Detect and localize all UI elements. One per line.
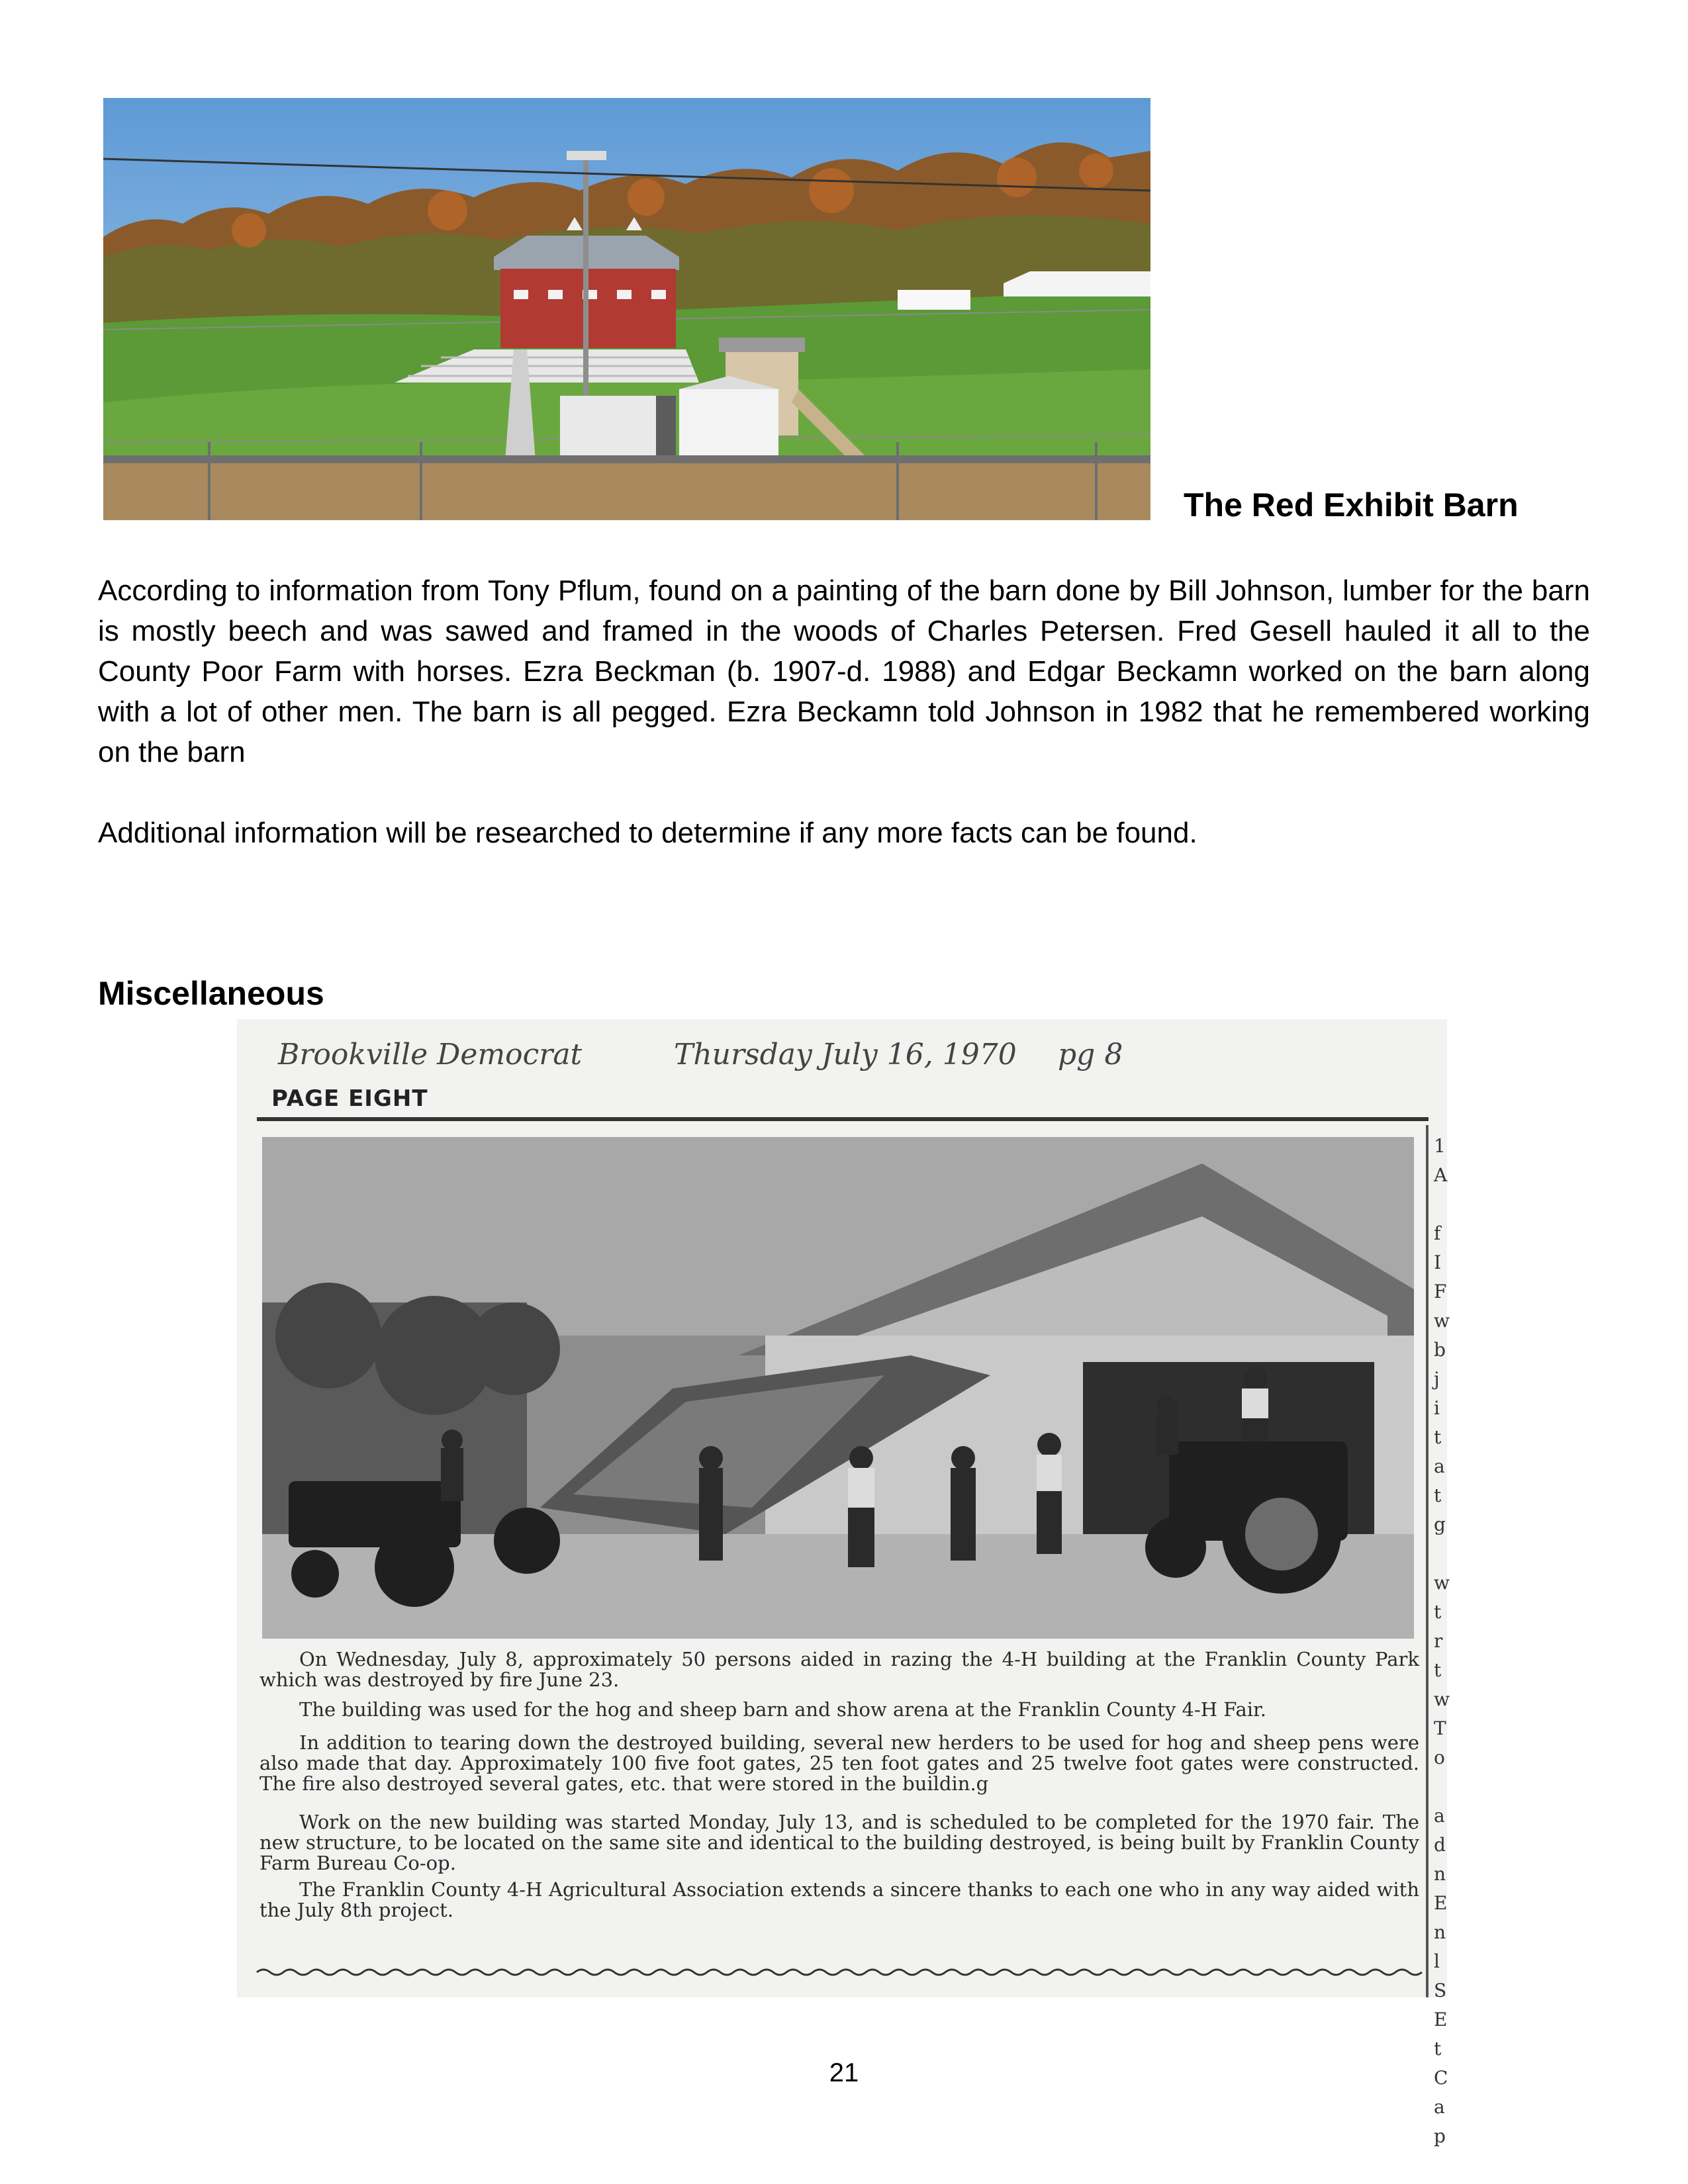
wavy-rule [257, 1967, 1422, 1978]
article-paragraph: According to information from Tony Pflum, found on a painting of the barn done by Bill Johnson, lumber for the barn is mostly beech and was sawed and framed in the woods of Charles Petersen. Fred Gesell hauled it all to the County Poor Farm with horses. Ezra Beckman (b. 1907-d. 1988) and Edgar Beckamn worked on the barn along with a lot of other men. The barn is all pegged. Ezra Beckamn told Johnson in 1982 that he remembered working on the barn [98, 574, 1590, 768]
article-paragraph: Additional information will be researched to determine if any more facts can be found. [98, 817, 1197, 849]
adjacent-column-fragment: 1 A f I F w b j i t a t g w t r t w T o a d n E n l S E t C a p [1434, 1135, 1450, 2147]
news-paragraph: On Wednesday, July 8, approximately 50 persons aided in razing the 4-H building at the Franklin County Park which was destroyed by fire June 23. [259, 1648, 1419, 1691]
newspaper-photo [262, 1137, 1414, 1639]
barn-landscape-photo [103, 98, 1150, 520]
column-rule [1426, 1125, 1429, 1997]
page-number: 21 [829, 2058, 859, 2087]
barn-razing-photo [262, 1137, 1414, 1639]
handwritten-source: Brookville Democrat [278, 1038, 583, 1071]
photo-caption: The Red Exhibit Barn [1184, 486, 1519, 523]
handwritten-page: pg 8 [1058, 1038, 1123, 1071]
divider [257, 1117, 1429, 1121]
newspaper-page-label: PAGE EIGHT [271, 1085, 428, 1112]
news-paragraph: In addition to tearing down the destroyed building, several new herders to be used for hog and sheep pens were also made that day. Approximately 100 five foot gates, 25 ten foot gates and 25 twelve foot gates were constructed. The fire also destroyed several gates, etc. that were stored in the buildin.g [259, 1731, 1419, 1795]
barn-photo [103, 98, 1150, 520]
news-paragraph: Work on the new building was started Monday, July 13, and is scheduled to be completed for the 1970 fair. The new structure, to be located on the same site and identical to the building destroyed, is being built by Franklin County Farm Bureau Co-op. [259, 1811, 1419, 1874]
news-paragraph: The Franklin County 4-H Agricultural Association extends a sincere thanks to each one who in any way aided with the July 8th project. [259, 1878, 1419, 1921]
section-heading: Miscellaneous [98, 975, 324, 1012]
news-paragraph: The building was used for the hog and sheep barn and show arena at the Franklin County 4-H Fair. [299, 1698, 1266, 1721]
handwritten-date: Thursday July 16, 1970 [674, 1038, 1017, 1071]
